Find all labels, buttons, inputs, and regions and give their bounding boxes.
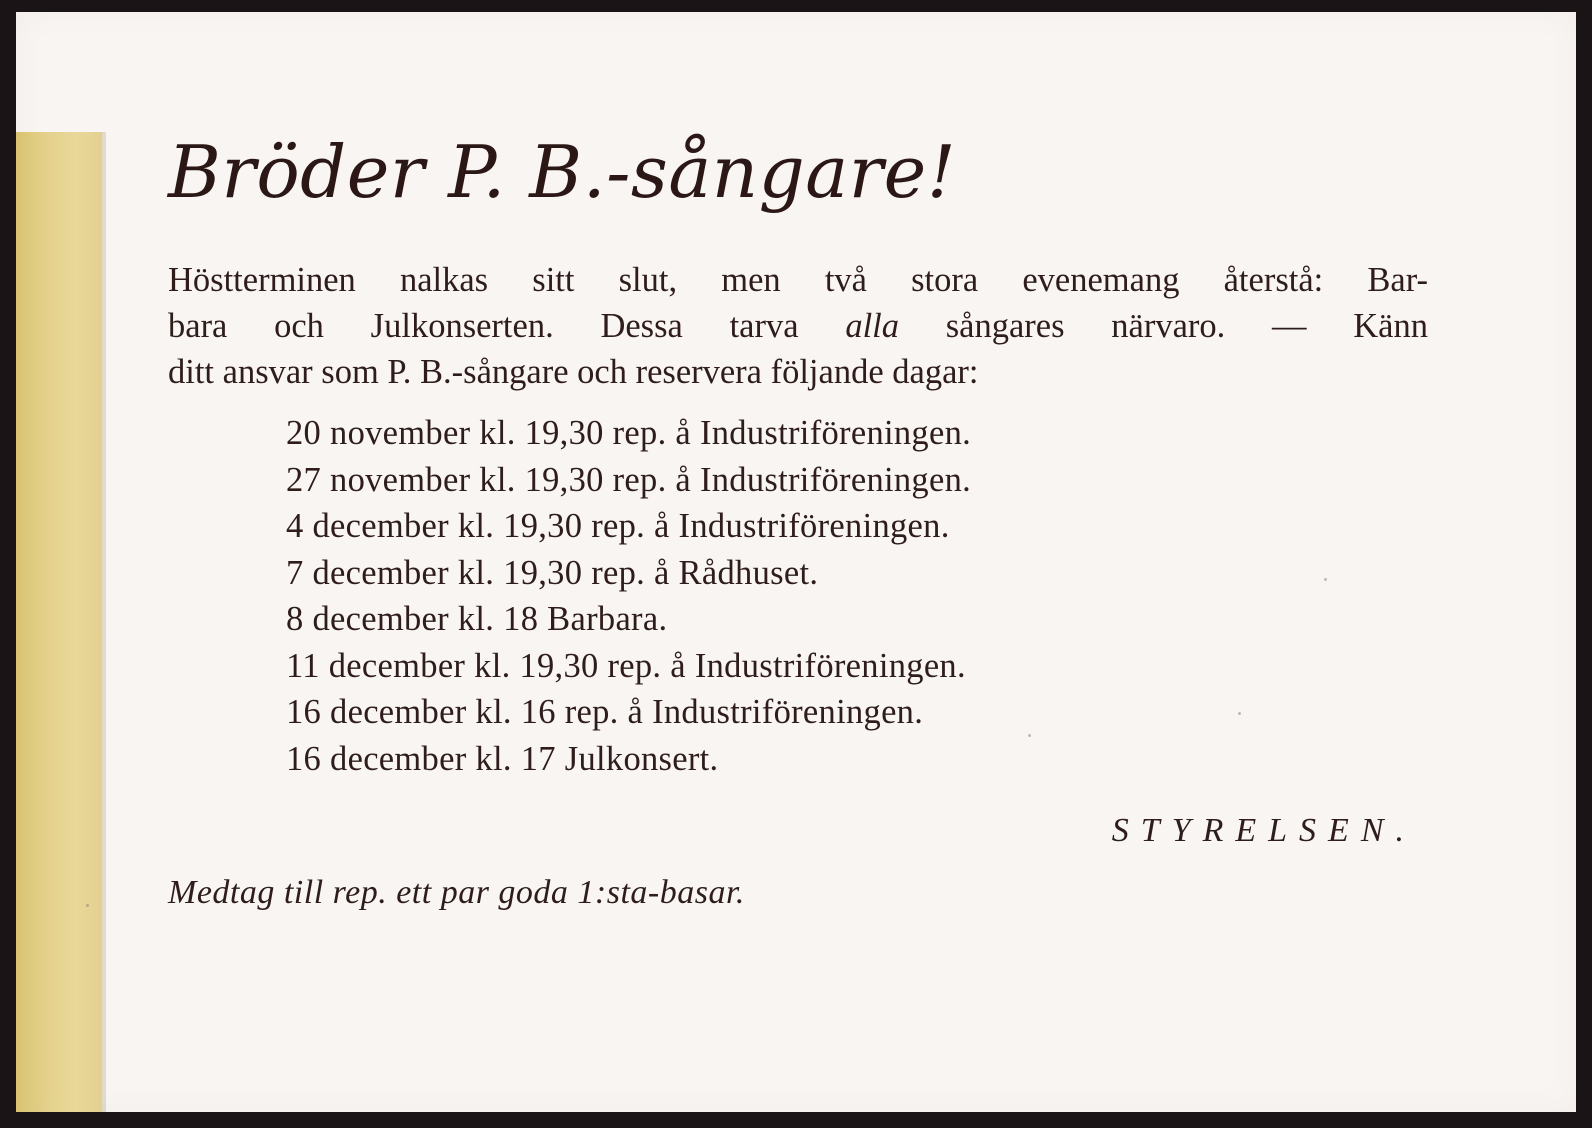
intro-line-2-start: bara och Julkonserten. Dessa tarva [168,307,846,345]
intro-paragraph [168,257,1428,395]
footnote: Medtag till rep. ett par goda 1:sta-basar. [168,874,745,911]
schedule-list [286,410,971,782]
card-title: Bröder P. B.-sångare! [168,130,957,214]
signature: STYRELSEN. [1111,812,1416,849]
schedule-item: 7 december kl. 19,30 rep. å Rådhuset. [286,553,819,592]
intro-line-2-end: sångares närvaro. — Känn [898,307,1428,345]
invitation-card [16,12,1576,1112]
paper-speck [1324,578,1327,581]
schedule-item: 11 december kl. 19,30 rep. å Industriföreningen. [286,646,966,685]
paper-speck [1238,712,1241,715]
intro-line-3: ditt ansvar som P. B.-sångare och reservera följande dagar: [168,353,979,391]
schedule-item: 27 november kl. 19,30 rep. å Industriföreningen. [286,460,972,499]
intro-emphasis: alla [845,307,899,345]
schedule-item: 8 december kl. 18 Barbara. [286,600,668,638]
schedule-item: 4 december kl. 19,30 rep. å Industriföreningen. [286,507,950,545]
schedule-item: 16 december kl. 17 Julkonsert. [286,739,719,778]
schedule-item: 16 december kl. 16 rep. å Industriföreningen. [286,693,924,731]
schedule-item: 20 november kl. 19,30 rep. å Industriföreningen. [286,414,972,452]
paper-speck [86,904,89,907]
tape-strip [16,132,102,1112]
paper-speck [1028,734,1031,737]
intro-line-1: Höstterminen nalkas sitt slut, men två stora evenemang återstå: Bar- [168,261,1428,299]
intro-line-2 [168,303,1428,349]
